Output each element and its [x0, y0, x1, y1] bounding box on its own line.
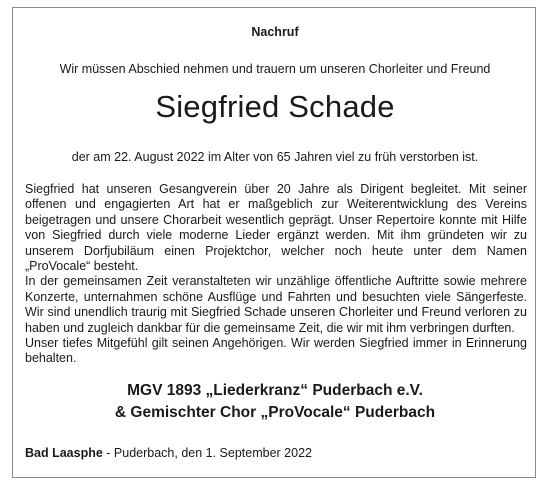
- signature-choir: & Gemischter Chor „ProVocale“ Puderbach: [114, 404, 436, 421]
- death-date-line: der am 22. August 2022 im Alter von 65 Jahren viel zu früh verstorben ist.: [71, 150, 479, 164]
- body-paragraph: Unser tiefes Mitgefühl gilt seinen Angehörigen. Wir werden Siegfried immer in Erinnerung behalten.: [25, 336, 527, 366]
- footer-line: [25, 446, 312, 460]
- signature-block: [0, 380, 550, 424]
- notice-heading: Nachruf: [251, 25, 299, 39]
- signature-club: MGV 1893 „Liederkranz“ Puderbach e.V.: [127, 382, 423, 399]
- footer-place: Bad Laasphe: [25, 446, 103, 460]
- footer-date: - Puderbach, den 1. September 2022: [102, 446, 312, 460]
- body-paragraph: Siegfried hat unseren Gesangverein über 20 Jahre als Dirigent begleitet. Mit seiner offenen und engagierten Art hat er maßgeblich zur Weiterentwicklung des Vereins beigetragen und unsere Chorarbeit wesentlich geprägt. Unser Repertoire konnte mit Hilfe von Siegfried durch viele moderne Lieder ergänzt werden. Mit ihm gründeten wir zu unserem Dorfjubiläum einen Projektchor, welcher noch heute unter dem Namen „ProVocale“ besteht.: [25, 182, 527, 274]
- body-paragraph: In der gemeinsamen Zeit veranstalteten wir unzählige öffentliche Auftritte sowie mehrere Konzerte, unternahmen schöne Ausflüge und Fahrten und besuchten viele Sängerfeste. Wir sind unendlich traurig mit Siegfried Schade unseren Chorleiter und Freund verloren zu haben und zugleich dankbar für die gemeinsame Zeit, die wir mit ihm verbringen durften.: [25, 274, 527, 335]
- notice-body: [25, 182, 527, 367]
- intro-line: Wir müssen Abschied nehmen und trauern um unseren Chorleiter und Freund: [59, 62, 491, 76]
- deceased-name: Siegfried Schade: [155, 89, 395, 124]
